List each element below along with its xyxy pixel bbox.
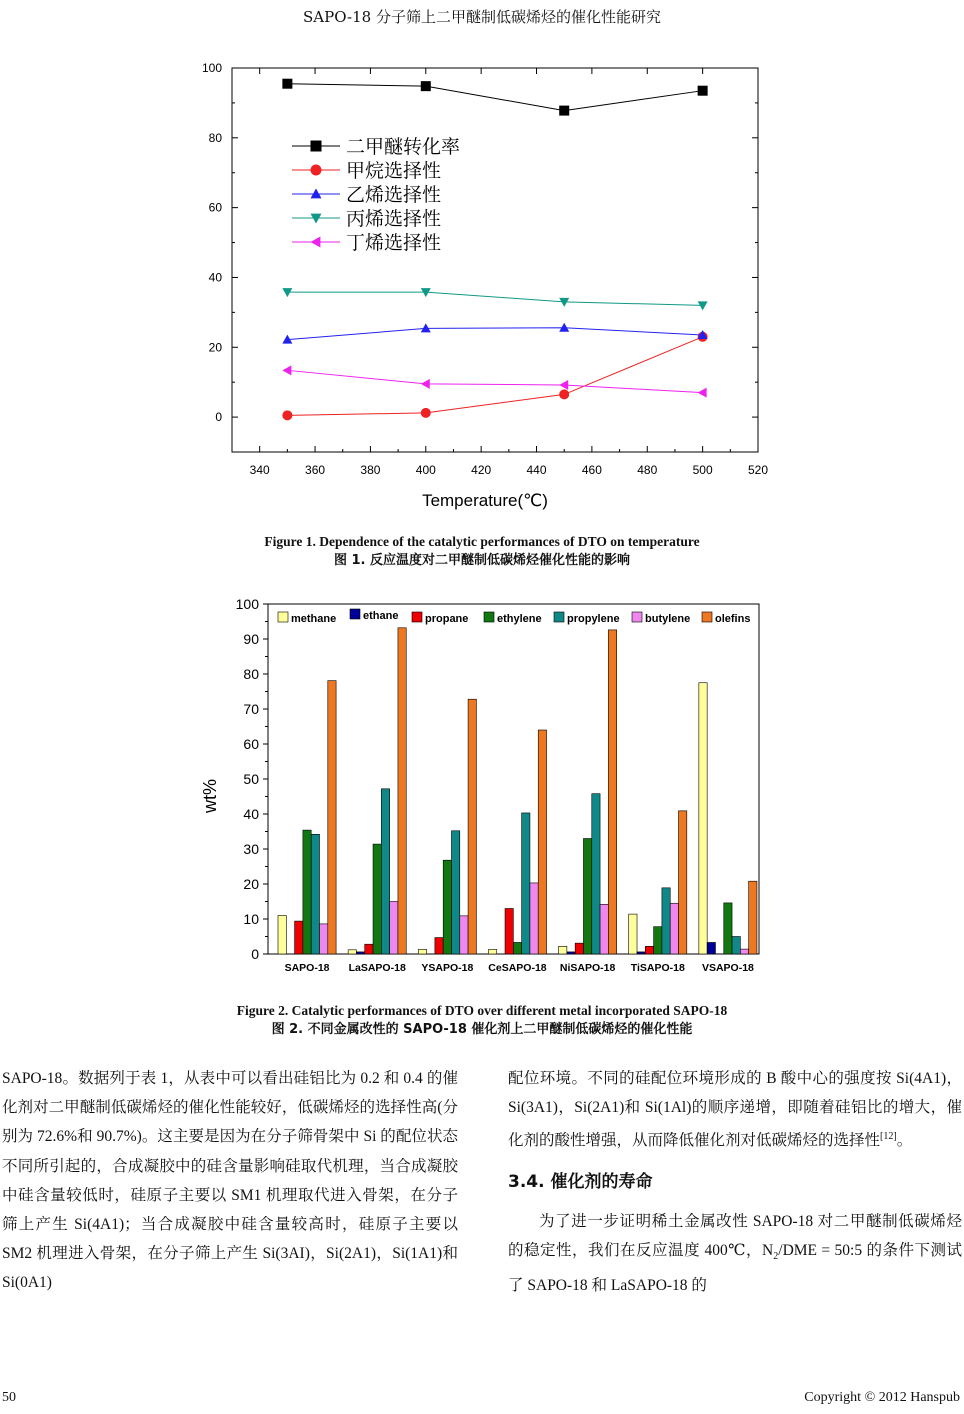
legend-marker <box>311 189 322 199</box>
y-tick-label: 90 <box>243 631 259 647</box>
bar-propane <box>295 921 303 954</box>
bar-methane <box>348 950 356 954</box>
bar-butylene <box>460 916 468 954</box>
x-tick-label: 400 <box>415 463 436 477</box>
y-tick-label: 50 <box>243 771 259 787</box>
legend-swatch <box>632 612 642 622</box>
x-tick-label: 380 <box>360 463 381 477</box>
x-axis-label: Temperature(℃) <box>422 491 548 510</box>
legend-label: butylene <box>645 613 691 625</box>
x-tick-label: 480 <box>637 463 658 477</box>
x-tick-label: 340 <box>249 463 270 477</box>
right-column <box>508 1064 962 1301</box>
bar-ethane <box>356 952 364 954</box>
x-tick-label: SAPO-18 <box>284 962 330 974</box>
legend-label: olefins <box>715 613 751 625</box>
x-tick-label: 360 <box>305 463 326 477</box>
legend-label: propane <box>425 613 469 625</box>
y-tick-label: 80 <box>243 666 259 682</box>
y-axis-label: wt% <box>200 778 220 814</box>
figure-2-bar-chart <box>0 590 964 990</box>
bar-ethylene <box>373 844 381 954</box>
bar-propane <box>365 944 373 954</box>
bar-butylene <box>390 902 398 955</box>
bar-propylene <box>451 831 459 954</box>
series-line-4 <box>287 370 702 392</box>
data-point <box>421 408 431 418</box>
right-paragraph-1-text: 配位环境。不同的硅配位环境形成的 B 酸中心的强度按 Si(4A1)，Si(3A1)，Si(2A1)和 Si(1Al)的顺序递增，即随着硅铝比的增大，催化剂的酸性增强，从而降低催化剂对低碳烯烃的选择性 <box>508 1070 962 1150</box>
y-tick-label: 10 <box>243 911 259 927</box>
bar-butylene <box>600 904 608 954</box>
bar-butylene <box>320 924 328 954</box>
figure-2-caption-zh: 图 2. 不同金属改性的 SAPO-18 催化剂上二甲醚制低碳烯烃的催化性能 <box>271 1022 693 1037</box>
bar-olefins <box>538 730 546 954</box>
y-tick-label: 30 <box>243 841 259 857</box>
series-line-2 <box>287 328 702 340</box>
bar-olefins <box>608 630 616 954</box>
bar-propylene <box>662 888 670 954</box>
data-point <box>698 86 708 96</box>
x-tick-label: 500 <box>692 463 713 477</box>
bar-propane <box>505 909 513 955</box>
bar-ethylene <box>443 860 451 954</box>
x-tick-label: YSAPO-18 <box>421 962 474 974</box>
bar-ethylene <box>513 942 521 954</box>
legend-swatch <box>702 612 712 622</box>
legend-swatch <box>484 612 494 622</box>
legend-swatch <box>278 612 288 622</box>
x-tick-label: VSAPO-18 <box>701 962 754 974</box>
series-line-3 <box>287 292 702 305</box>
bar-propylene <box>381 789 389 954</box>
data-point <box>559 106 569 116</box>
x-tick-label: 520 <box>747 463 769 477</box>
bar-butylene <box>670 903 678 954</box>
bar-propane <box>575 943 583 954</box>
figure-2-caption-en: Figure 2. Catalytic performances of DTO over different metal incorporated SAPO-18 <box>236 1003 728 1018</box>
y-tick-label: 0 <box>215 410 222 425</box>
data-point <box>559 323 569 332</box>
y-tick-label: 40 <box>208 270 222 285</box>
bar-methane <box>418 949 426 954</box>
bar-butylene <box>740 949 748 954</box>
bar-methane <box>278 916 286 955</box>
running-head: SAPO-18 分子筛上二甲醚制低碳烯烃的催化性能研究 <box>303 8 661 26</box>
right-paragraph-1-end: 。 <box>896 1132 913 1150</box>
legend-marker <box>311 237 321 248</box>
legend-label: 二甲醚转化率 <box>346 137 461 158</box>
bar-methane <box>559 946 567 954</box>
x-tick-label: TiSAPO-18 <box>630 962 685 974</box>
bar-propane <box>645 946 653 954</box>
x-tick-label: 420 <box>471 463 492 477</box>
data-point <box>282 365 291 375</box>
right-paragraph-2-a: 为了进一步证明稀土金属改性 SAPO-18 对二甲醚制低碳烯烃的稳定性，我们在反应温度 400℃，N <box>508 1212 962 1260</box>
y-tick-label: 0 <box>251 946 259 962</box>
data-point <box>421 379 430 389</box>
y-tick-label: 80 <box>208 130 222 145</box>
right-paragraph-1 <box>508 1064 962 1156</box>
legend-swatch <box>350 609 360 619</box>
bar-olefins <box>749 881 757 954</box>
bar-ethane <box>707 942 715 954</box>
y-tick-label: 20 <box>208 340 222 355</box>
bar-propylene <box>522 813 530 954</box>
data-point <box>698 301 708 310</box>
bar-ethylene <box>724 903 732 954</box>
bar-propylene <box>311 834 319 954</box>
x-tick-label: CeSAPO-18 <box>488 962 547 974</box>
legend-label: 丙烯选择性 <box>346 209 442 230</box>
figure-1-caption-en: Figure 1. Dependence of the catalytic performances of DTO on temperature <box>264 534 700 549</box>
legend-marker <box>311 165 322 176</box>
left-paragraph: SAPO-18。数据列于表 1，从表中可以看出硅铝比为 0.2 和 0.4 的催化剂对二甲醚制低碳烯烃的催化性能较好，低碳烯烃的选择性高(分别为 72.6%和 90.7%)。这主要是因为在分子筛骨架中 Si 的配位状态不同所引起的，合成凝胶中的硅含量影响硅取代机理，当合成凝胶中硅含量较低时，硅原子主要以 SM1 机理取代进入骨架，在分子筛上产生 Si(4A1)；当合成凝胶中硅含量较高时，硅原子主要以 SM2 机理进入骨架，在分子筛上产生 Si(3AI)，Si(2A1)，Si(1A1)和 Si(0A1) <box>2 1070 458 1292</box>
y-tick-label: 60 <box>208 200 222 215</box>
series-line-0 <box>287 84 702 111</box>
legend-label: 乙烯选择性 <box>346 185 442 206</box>
bar-butylene <box>530 883 538 954</box>
bar-propylene <box>732 937 740 955</box>
bar-olefins <box>398 628 406 954</box>
bar-ethylene <box>654 927 662 954</box>
x-tick-label: NiSAPO-18 <box>559 962 616 974</box>
section-heading: 3.4. 催化剂的寿命 <box>508 1171 653 1192</box>
bar-ethane <box>637 952 645 954</box>
legend-label: 甲烷选择性 <box>346 161 442 182</box>
right-paragraph-2 <box>508 1207 962 1301</box>
citation: [12] <box>880 1131 897 1143</box>
data-point <box>559 389 569 399</box>
figure-1-caption-zh: 图 1. 反应温度对二甲醚制低碳烯烃催化性能的影响 <box>333 553 631 568</box>
legend-label: 丁烯选择性 <box>346 233 442 254</box>
bar-methane <box>699 683 707 954</box>
legend-label: ethylene <box>497 613 542 625</box>
y-tick-label: 40 <box>243 806 259 822</box>
y-tick-label: 60 <box>243 736 259 752</box>
data-point <box>282 410 292 420</box>
data-point <box>559 380 568 390</box>
data-point <box>282 79 292 89</box>
x-tick-label: 440 <box>526 463 547 477</box>
plot-frame <box>232 68 758 452</box>
legend-label: methane <box>291 613 337 625</box>
bar-methane <box>629 914 637 954</box>
x-tick-label: 460 <box>581 463 602 477</box>
bar-ethylene <box>303 830 311 954</box>
y-tick-label: 20 <box>243 876 259 892</box>
legend-marker <box>311 141 322 152</box>
page-number: 50 <box>2 1390 16 1405</box>
y-tick-label: 70 <box>243 701 259 717</box>
bar-methane <box>488 949 496 954</box>
data-point <box>698 388 707 398</box>
bar-olefins <box>679 811 687 954</box>
y-tick-label: 100 <box>235 596 259 612</box>
subscript: 2 <box>773 1251 779 1263</box>
legend-marker <box>311 214 322 224</box>
y-tick-label: 100 <box>201 61 222 75</box>
figure-1-line-chart <box>0 40 964 520</box>
bar-olefins <box>468 699 476 954</box>
left-column <box>2 1064 458 1298</box>
bar-ethane <box>567 952 575 954</box>
right-paragraph-2-b: /DME = 50:5 的条件下测试了 SAPO-18 和 LaSAPO-18 的 <box>508 1242 962 1295</box>
bar-olefins <box>328 681 336 954</box>
legend-label: ethane <box>363 610 399 622</box>
copyright: Copyright © 2012 Hanspub <box>804 1390 960 1405</box>
legend-label: propylene <box>567 613 620 625</box>
x-tick-label: LaSAPO-18 <box>348 962 406 974</box>
bar-propane <box>435 938 443 954</box>
bar-ethylene <box>583 839 591 955</box>
legend-swatch <box>412 612 422 622</box>
bar-propylene <box>592 794 600 954</box>
data-point <box>421 81 431 91</box>
legend-swatch <box>554 612 564 622</box>
